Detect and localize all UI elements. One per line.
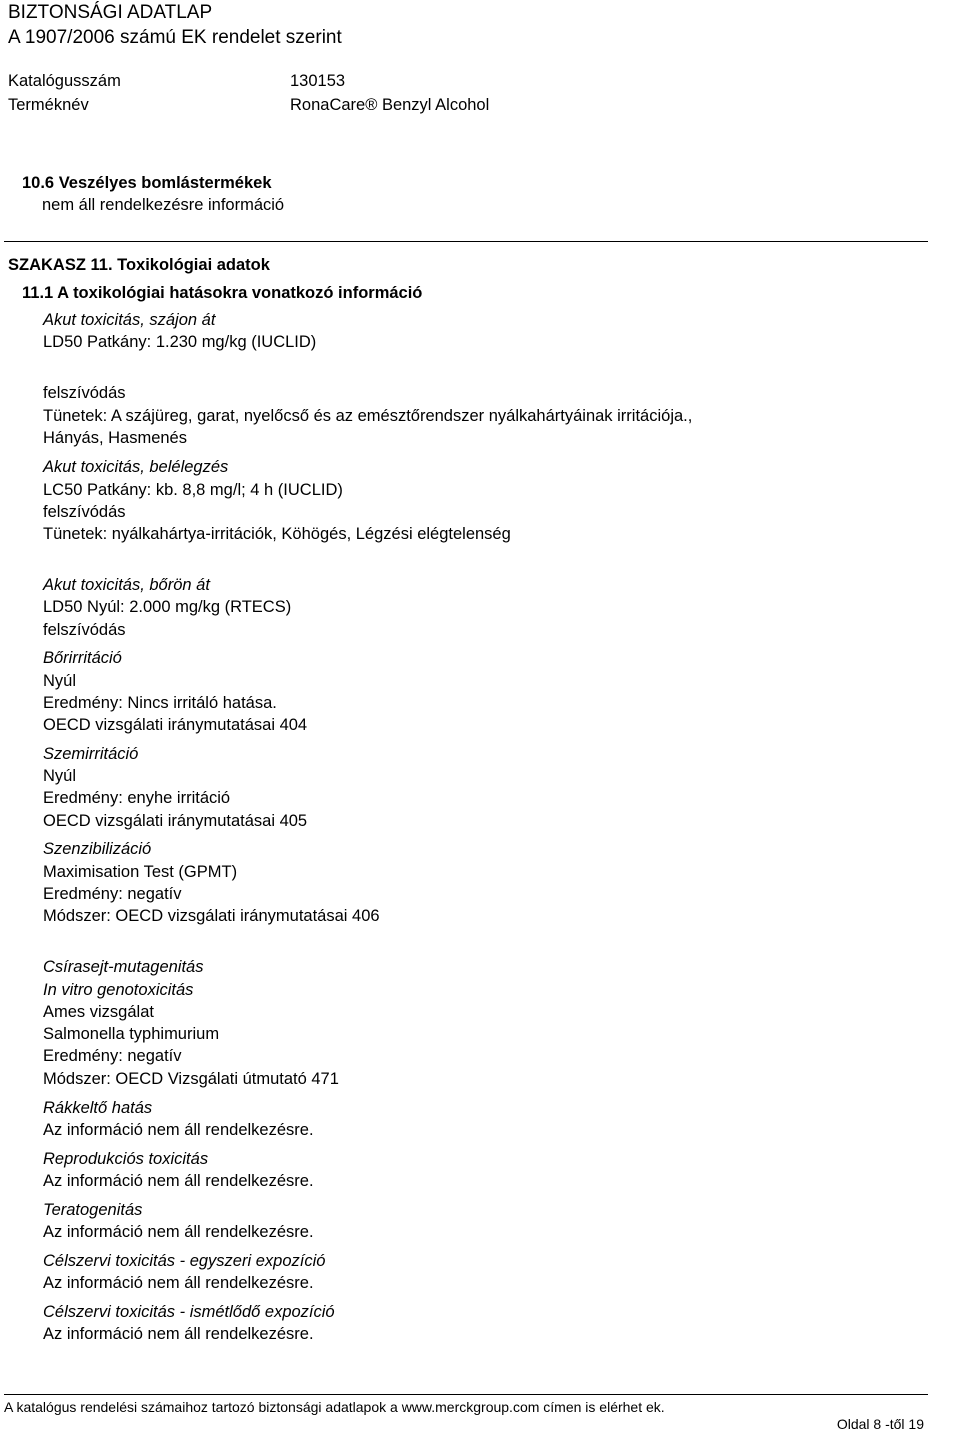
product-label: Terméknév	[8, 96, 89, 114]
stot-single-title: Célszervi toxicitás - egyszeri expozíció	[43, 1252, 326, 1270]
eye-irritation-title: Szemirritáció	[43, 745, 139, 763]
stot-single-text: Az információ nem áll rendelkezésre.	[43, 1274, 314, 1292]
oral-toxicity-value: LD50 Patkány: 1.230 mg/kg (IUCLID)	[43, 333, 317, 351]
carcinogenicity-title: Rákkeltő hatás	[43, 1099, 153, 1117]
sensitization-result: Eredmény: negatív	[43, 885, 182, 903]
skin-irritation-guideline: OECD vizsgálati iránymutatásai 404	[43, 716, 308, 734]
dermal-toxicity-value: LD50 Nyúl: 2.000 mg/kg (RTECS)	[43, 598, 292, 616]
stot-repeated-title: Célszervi toxicitás - ismétlődő expozíció	[43, 1303, 335, 1321]
teratogenicity-title: Teratogenitás	[43, 1201, 143, 1219]
eye-irritation-species: Nyúl	[43, 767, 77, 785]
mutagenicity-result: Eredmény: negatív	[43, 1047, 182, 1065]
dermal-toxicity-title: Akut toxicitás, bőrön át	[43, 576, 210, 594]
inhalation-toxicity-value: LC50 Patkány: kb. 8,8 mg/l; 4 h (IUCLID)	[43, 481, 343, 499]
dermal-route: felszívódás	[43, 621, 126, 639]
catalog-value: 130153	[290, 72, 346, 90]
document-title: BIZTONSÁGI ADATLAP	[8, 2, 213, 23]
catalog-label: Katalógusszám	[8, 72, 121, 90]
section-10-6-text: nem áll rendelkezésre információ	[42, 196, 285, 214]
reproductive-toxicity-text: Az információ nem áll rendelkezésre.	[43, 1172, 314, 1190]
eye-irritation-result: Eredmény: enyhe irritáció	[43, 789, 231, 807]
skin-irritation-species: Nyúl	[43, 672, 77, 690]
oral-route: felszívódás	[43, 384, 126, 402]
sensitization-test: Maximisation Test (GPMT)	[43, 863, 238, 881]
inhalation-toxicity-title: Akut toxicitás, belélegzés	[43, 458, 229, 476]
genotoxicity-subtitle: In vitro genotoxicitás	[43, 981, 194, 999]
teratogenicity-text: Az információ nem áll rendelkezésre.	[43, 1223, 314, 1241]
oral-toxicity-title: Akut toxicitás, szájon át	[43, 311, 216, 329]
footer-divider	[4, 1394, 928, 1395]
skin-irritation-title: Bőrirritáció	[43, 649, 122, 667]
footer-note: A katalógus rendelési számaihoz tartozó biztonsági adatlapok a www.merckgroup.com címen is elérhet ek.	[4, 1399, 665, 1415]
section-11-heading: SZAKASZ 11. Toxikológiai adatok	[8, 256, 270, 274]
reproductive-toxicity-title: Reprodukciós toxicitás	[43, 1150, 209, 1168]
mutagenicity-title: Csírasejt-mutagenitás	[43, 958, 204, 976]
sensitization-method: Módszer: OECD vizsgálati iránymutatásai 406	[43, 907, 380, 925]
page-number: Oldal 8 -től 19	[836, 1416, 924, 1432]
mutagenicity-method: Módszer: OECD Vizsgálati útmutató 471	[43, 1070, 339, 1088]
sensitization-title: Szenzibilizáció	[43, 840, 152, 858]
eye-irritation-guideline: OECD vizsgálati iránymutatásai 405	[43, 812, 308, 830]
skin-irritation-result: Eredmény: Nincs irritáló hatása.	[43, 694, 277, 712]
carcinogenicity-text: Az információ nem áll rendelkezésre.	[43, 1121, 314, 1139]
oral-symptoms-2: Hányás, Hasmenés	[43, 429, 187, 447]
ames-test: Ames vizsgálat	[43, 1003, 154, 1021]
stot-repeated-text: Az információ nem áll rendelkezésre.	[43, 1325, 314, 1343]
test-organism: Salmonella typhimurium	[43, 1025, 220, 1043]
inhalation-route: felszívódás	[43, 503, 126, 521]
section-10-6-heading: 10.6 Veszélyes bomlástermékek	[22, 174, 272, 192]
section-11-1-heading: 11.1 A toxikológiai hatásokra vonatkozó információ	[22, 284, 423, 302]
oral-symptoms-1: Tünetek: A szájüreg, garat, nyelőcső és az emésztőrendszer nyálkahártyáinak irritációja.,	[43, 407, 693, 425]
product-value: RonaCare® Benzyl Alcohol	[290, 96, 490, 114]
section-divider	[4, 241, 928, 242]
regulation-line: A 1907/2006 számú EK rendelet szerint	[8, 27, 342, 48]
inhalation-symptoms: Tünetek: nyálkahártya-irritációk, Köhögés, Légzési elégtelenség	[43, 525, 511, 543]
